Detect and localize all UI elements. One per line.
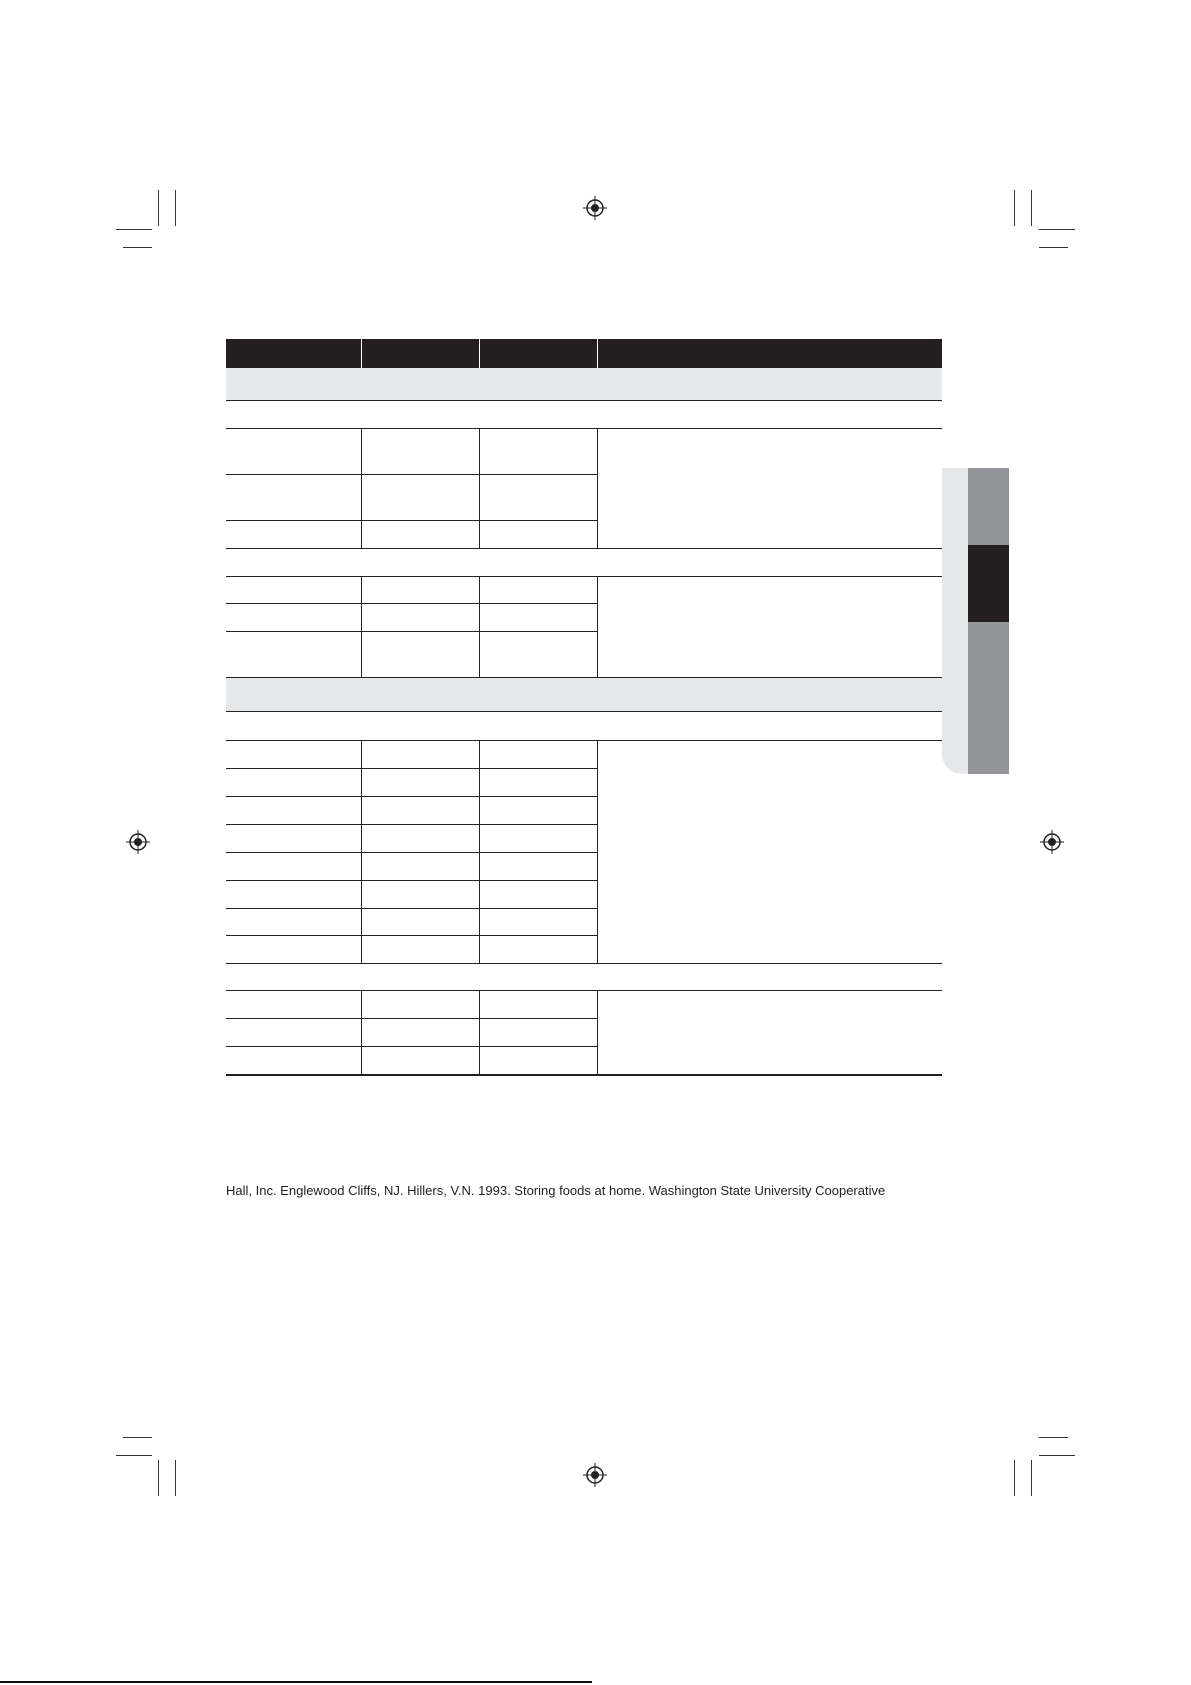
- registration-mark-icon: [583, 1463, 607, 1487]
- section-band: [226, 368, 942, 400]
- reference-text: Hall, Inc. Englewood Cliffs, NJ. Hillers, V.N. 1993. Storing foods at home. Washington State University Cooperative: [226, 1183, 886, 1198]
- registration-mark-icon: [126, 830, 150, 854]
- side-tab-active: [968, 545, 1009, 622]
- section-band: [226, 678, 942, 711]
- side-tab-upper: [968, 468, 1009, 545]
- table-header: [226, 339, 942, 368]
- side-tab-lower: [968, 622, 1009, 774]
- registration-mark-icon: [583, 196, 607, 220]
- footer-rule: [0, 1681, 592, 1683]
- registration-mark-icon: [1040, 830, 1064, 854]
- side-tab-light: [942, 468, 968, 774]
